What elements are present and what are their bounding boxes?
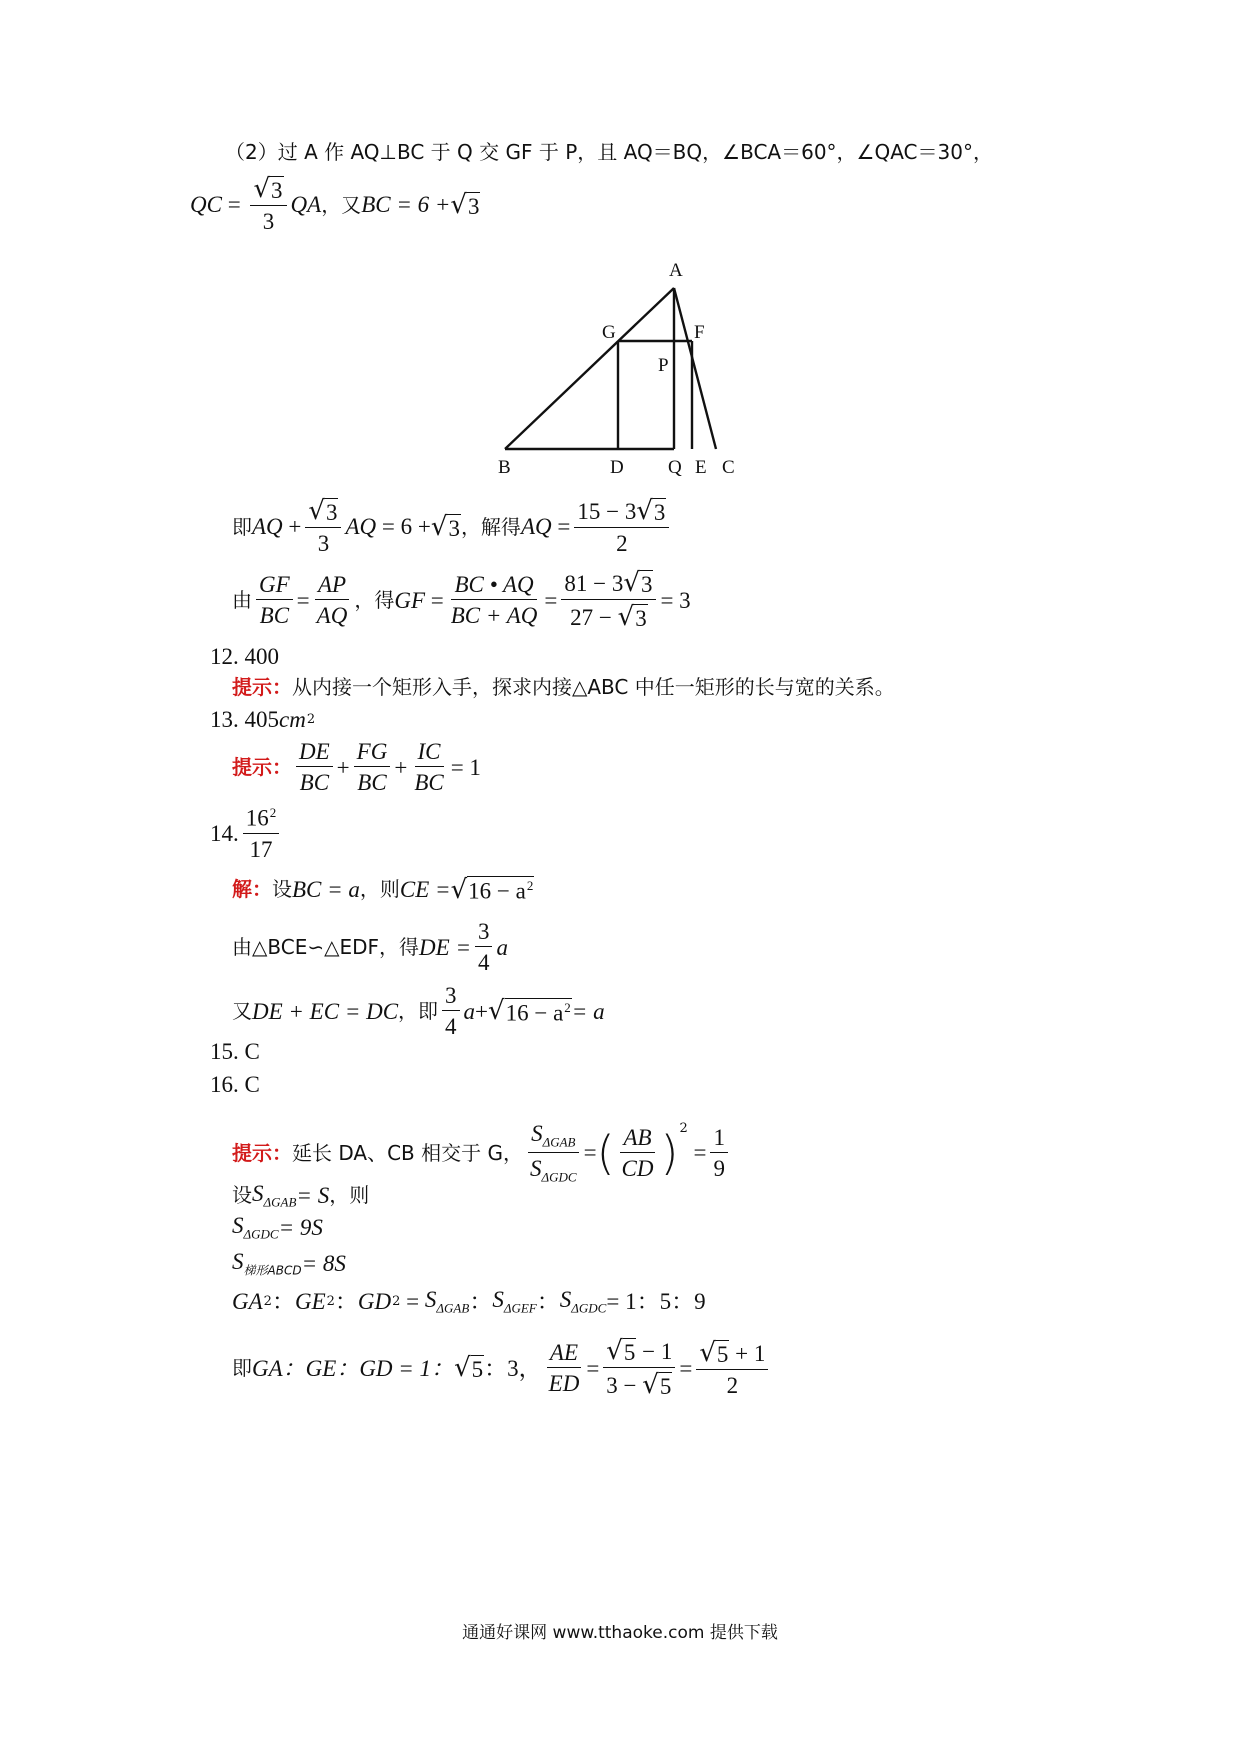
q16-final-line: 即 GA：GE：GD = 1： √ 5 ：3， $\frac{AE}{ED}$ = √ 5 − 1 3 − √ 5 = √ 5 + 1 2	[232, 1338, 772, 1398]
segment-ab	[505, 288, 674, 449]
q14-solution-1: 解： 设 BC = a ，则 CE = √ $16 - a^2$	[232, 874, 534, 905]
sqrt3-over-3: √ 3 3	[250, 176, 286, 233]
part2-intro	[225, 142, 993, 162]
bc-prefix: ，又	[321, 192, 362, 217]
label-e: E	[695, 457, 707, 478]
bc-equation: BC = 6 +	[361, 192, 451, 217]
label-f: F	[694, 322, 705, 343]
q16-ratio-line: GA 2 ： GE 2 ： GD 2 = $S_{\Delta GAB}$ ： $S_{\Delta GEF}$ ： $S_{\Delta GDC}$ = 1：5：9	[232, 1287, 706, 1316]
q15-answer: 15. C	[210, 1039, 260, 1064]
q16-answer: 16. C	[210, 1072, 260, 1097]
q14-answer: 14. $\frac{16^2}{17}$	[210, 806, 283, 861]
q13-hint: 提示： $\frac{DE}{BC}$ + $\frac{FG}{BC}$ + $\frac{IC}{BC}$ = 1	[232, 739, 481, 795]
label-q: Q	[668, 457, 682, 478]
q13-answer: 13. 405 cm 2	[210, 707, 316, 732]
q16-hint: 提示： 延长 DA、CB 相交于 G， $\frac{S_{\Delta GAB}}{S_{\Delta GDC}}$ = ( $\frac{AB}{CD}$ ) $^2$ = $\frac{1}{9}$	[232, 1122, 732, 1183]
q14-solution-3: 又 DE + EC = DC ，即 $\frac{3}{4}$ a + √ $16 - a^2$ = a	[232, 983, 605, 1039]
part2-intro-text: （2）过 A 作 AQ⊥BC 于 Q 交 GF 于 P，且 AQ＝BQ，∠BCA＝60°，∠QAC＝30°，	[225, 140, 993, 164]
segment-ac	[674, 288, 716, 449]
q16-trapezoid-line: $S_{梯形ABCD}$ = 8S	[232, 1249, 346, 1278]
q16-gdc-line: $S_{\Delta GDC}$ = 9S	[232, 1213, 323, 1242]
q14-solution-2: 由△BCE∽△EDF，得 DE = $\frac{3}{4}$ a	[232, 919, 508, 975]
qc-label: QC	[190, 192, 222, 217]
label-c: C	[722, 457, 735, 478]
triangle-diagram	[490, 255, 780, 485]
footer-credit: 通通好课网 www.tthaoke.com 提供下载	[462, 1623, 778, 1643]
q12-hint: 提示： 从内接一个矩形入手，探求内接△ABC 中任一矩形的长与宽的关系。	[232, 675, 895, 699]
label-p: P	[658, 355, 669, 376]
qc-equation: QC = √ 3 3 QA ，又 BC = 6 + √ 3	[190, 174, 480, 234]
aq-equation: 即 AQ + √ 3 3 AQ = 6 + √ 3 ，解得 AQ = 15 − 3 √ 3 2	[232, 498, 673, 555]
label-a: A	[669, 260, 683, 281]
gf-equation: 由 $\frac{GF}{BC}$ = $\frac{AP}{AQ}$ ，得 GF = $\frac{BC • AQ}{BC + AQ}$ = 81 − 3 √ 3 27 − √ 3 = 3	[232, 568, 691, 632]
q16-set-line: 设 $S_{\Delta GAB}$ = S ，则	[232, 1181, 370, 1210]
qa-label: QA	[290, 192, 322, 217]
label-d: D	[610, 457, 624, 478]
label-b: B	[498, 457, 511, 478]
q12-answer: 12. 400	[210, 644, 279, 669]
label-g: G	[602, 322, 616, 343]
